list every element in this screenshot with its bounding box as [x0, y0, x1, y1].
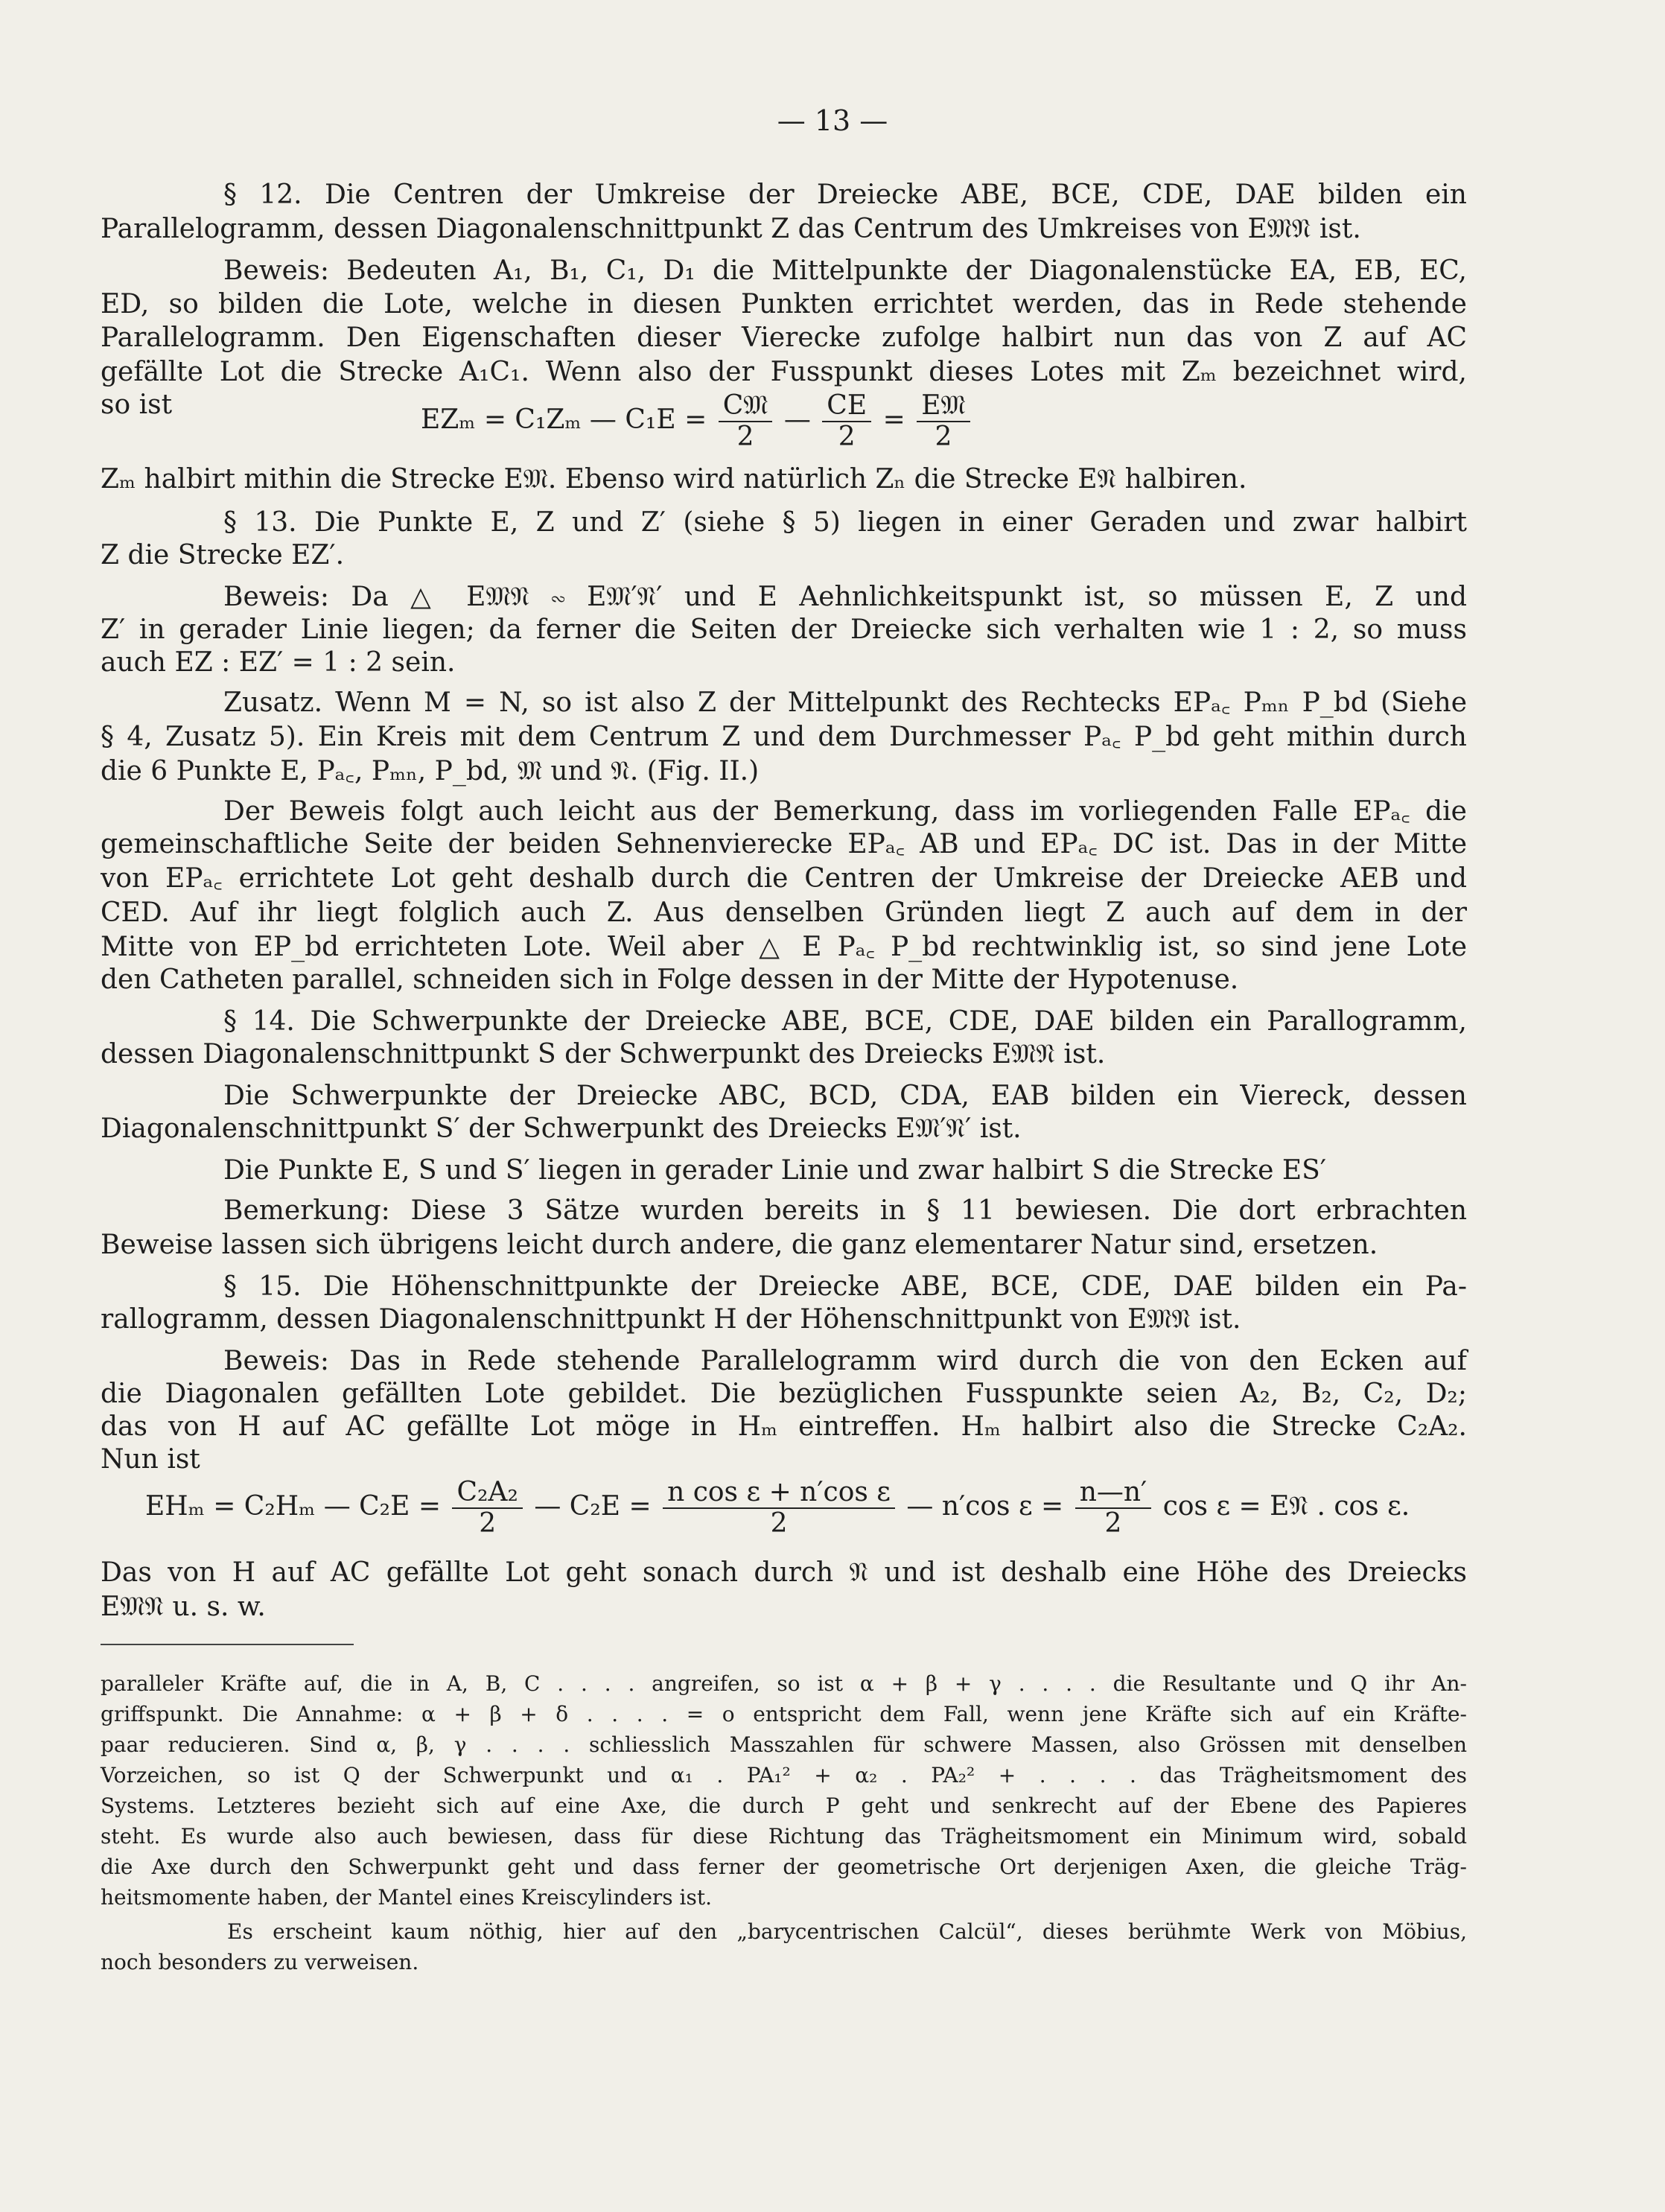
text-line: Parallelogramm. Den Eigenschaften dieser Vierecke zufolge halbirt nun das von Z auf AC	[101, 322, 1467, 353]
eq1-lhs: EZₘ = C₁Zₘ — C₁E =	[421, 404, 707, 435]
text-line: Beweise lassen sich übrigens leicht durch andere, die ganz elementarer Natur sind, ersetzen.	[101, 1230, 1378, 1260]
eq1-frac1-num: C𝔐	[719, 391, 773, 422]
text-line: Bemerkung: Diese 3 Sätze wurden bereits in § 11 bewiesen. Die dort erbrachten	[223, 1195, 1467, 1226]
text-line: Diagonalenschnittpunkt S′ der Schwerpunkt des Dreiecks E𝔐′𝔑′ ist.	[101, 1113, 1022, 1144]
text-line: Beweis: Da △ E𝔐𝔑 ∾ E𝔐′𝔑′ und E Aehnlichkeitspunkt ist, so müssen E, Z und	[223, 582, 1467, 612]
text-line: CED. Auf ihr liegt folglich auch Z. Aus denselben Gründen liegt Z auch auf dem in der	[101, 897, 1467, 928]
eq1-frac1-den: 2	[736, 422, 754, 452]
text-line: Die Punkte E, S und S′ liegen in gerader Linie und zwar halbirt S die Strecke ES′	[223, 1155, 1326, 1186]
footnote-line: die Axe durch den Schwerpunkt geht und dass ferner der geometrische Ort derjenigen Axen, die gleiche Träg-	[101, 1855, 1467, 1879]
text-line: Zₘ halbirt mithin die Strecke E𝔐. Ebenso wird natürlich Zₙ die Strecke E𝔑 halbiren.	[101, 464, 1247, 495]
text-line: § 14. Die Schwerpunkte der Dreiecke ABE, BCE, CDE, DAE bilden ein Parallogramm,	[223, 1006, 1467, 1037]
equation-eh	[145, 1478, 1410, 1539]
text-line: Z die Strecke EZ′.	[101, 540, 345, 571]
equation-ez	[421, 391, 973, 452]
eq2-mid: — C₂E =	[534, 1491, 652, 1522]
text-line: Zusatz. Wenn M = N, so ist also Z der Mittelpunkt des Rechtecks EPₐ꜀ Pₘₙ P_bd (Siehe	[223, 687, 1467, 718]
text-line: Der Beweis folgt auch leicht aus der Bemerkung, dass im vorliegenden Falle EPₐ꜀ die	[223, 796, 1467, 827]
text-line: § 15. Die Höhenschnittpunkte der Dreiecke ABE, BCE, CDE, DAE bilden ein Pa-	[223, 1271, 1467, 1302]
footnote-line: steht. Es wurde also auch bewiesen, dass für diese Richtung das Trägheitsmoment ein Minimum wird, sobald	[101, 1824, 1467, 1849]
page-number: — 13 —	[777, 104, 888, 137]
eq1-frac2-den: 2	[838, 422, 856, 452]
eq2-frac3-den: 2	[1104, 1508, 1122, 1539]
footnote-line: paralleler Kräfte auf, die in A, B, C . . . . angreifen, so ist α + β + γ . . . . die Resultante und Q ihr An-	[101, 1671, 1467, 1696]
text-line: so ist	[101, 390, 173, 420]
text-line: rallogramm, dessen Diagonalenschnittpunkt H der Höhenschnittpunkt von E𝔐𝔑 ist.	[101, 1304, 1241, 1335]
footnote-line: paar reducieren. Sind α, β, γ . . . . schliesslich Masszahlen für schwere Massen, also Grössen mit denselben	[101, 1732, 1467, 1757]
text-line: Beweis: Bedeuten A₁, B₁, C₁, D₁ die Mittelpunkte der Diagonalenstücke EA, EB, EC,	[223, 255, 1467, 286]
footnote-line: noch besonders zu verweisen.	[101, 1950, 419, 1974]
text-line: Das von H auf AC gefällte Lot geht sonach durch 𝔑 und ist deshalb eine Höhe des Dreiecks	[101, 1557, 1467, 1588]
text-line: die 6 Punkte E, Pₐ꜀, Pₘₙ, P_bd, 𝔐 und 𝔑. (Fig. II.)	[101, 756, 760, 786]
text-line: gemeinschaftliche Seite der beiden Sehnenvierecke EPₐ꜀ AB und EPₐ꜀ DC ist. Das in der Mitte	[101, 829, 1467, 859]
footnote-line: Es erscheint kaum nöthig, hier auf den „barycentrischen Calcül“, dieses berühmte Werk von Möbius,	[227, 1919, 1467, 1944]
text-line: den Catheten parallel, schneiden sich in Folge dessen in der Mitte der Hypotenuse.	[101, 964, 1239, 995]
eq1-frac2-num: CE	[822, 391, 871, 422]
footnote-line: Vorzeichen, so ist Q der Schwerpunkt und α₁ . PA₁² + α₂ . PA₂² + . . . . das Trägheitsmoment des	[101, 1763, 1467, 1787]
text-line: E𝔐𝔑 u. s. w.	[101, 1592, 266, 1622]
text-line: dessen Diagonalenschnittpunkt S der Schwerpunkt des Dreiecks E𝔐𝔑 ist.	[101, 1039, 1106, 1070]
text-line: gefällte Lot die Strecke A₁C₁. Wenn also der Fusspunkt dieses Lotes mit Zₘ bezeichnet wird,	[101, 357, 1467, 387]
eq2-mid2: — n′cos ε =	[906, 1491, 1064, 1522]
text-line: von EPₐ꜀ errichtete Lot geht deshalb durch die Centren der Umkreise der Dreiecke AEB und	[101, 863, 1467, 894]
eq1-frac3-den: 2	[935, 422, 952, 452]
eq1-minus: —	[783, 404, 811, 435]
text-line: Z′ in gerader Linie liegen; da ferner die Seiten der Dreiecke sich verhalten wie 1 : 2, so muss	[101, 614, 1467, 645]
footnote-rule	[101, 1644, 354, 1645]
text-line: § 4, Zusatz 5). Ein Kreis mit dem Centrum Z und dem Durchmesser Pₐ꜀ P_bd geht mithin durch	[101, 722, 1467, 752]
eq2-frac3-num: n—n′	[1075, 1478, 1152, 1509]
footnote-line: Systems. Letzteres bezieht sich auf eine Axe, die durch P geht und senkrecht auf der Ebene des Papieres	[101, 1793, 1467, 1818]
footnote-line: heitsmomente haben, der Mantel eines Kreiscylinders ist.	[101, 1885, 713, 1910]
text-line: ED, so bilden die Lote, welche in diesen Punkten errichtet werden, das in Rede stehende	[101, 289, 1467, 320]
eq2-lhs: EHₘ = C₂Hₘ — C₂E =	[145, 1491, 442, 1522]
text-line: das von H auf AC gefällte Lot möge in Hₘ eintreffen. Hₘ halbirt also die Strecke C₂A₂.	[101, 1411, 1467, 1442]
footnote-line: griffspunkt. Die Annahme: α + β + δ . . . . = o entspricht dem Fall, wenn jene Kräfte sich auf ein Kräfte-	[101, 1702, 1467, 1726]
eq1-equals: =	[882, 404, 905, 435]
text-line: die Diagonalen gefällten Lote gebildet. Die bezüglichen Fusspunkte seien A₂, B₂, C₂, D₂;	[101, 1379, 1467, 1409]
eq2-frac1-den: 2	[479, 1508, 497, 1539]
eq2-frac2-num: n cos ε + n′cos ε	[663, 1478, 895, 1509]
text-line: Beweis: Das in Rede stehende Parallelogramm wird durch die von den Ecken auf	[223, 1346, 1467, 1376]
text-line: auch EZ : EZ′ = 1 : 2 sein.	[101, 647, 456, 678]
text-line: § 12. Die Centren der Umkreise der Dreiecke ABE, BCE, CDE, DAE bilden ein	[223, 179, 1467, 210]
text-line: Parallelogramm, dessen Diagonalenschnittpunkt Z das Centrum des Umkreises von E𝔐𝔑 ist.	[101, 214, 1361, 244]
eq2-frac1-num: C₂A₂	[452, 1478, 522, 1509]
eq2-frac2-den: 2	[770, 1508, 788, 1539]
text-line: Nun ist	[101, 1444, 200, 1475]
eq2-tail: cos ε = E𝔑 . cos ε.	[1162, 1491, 1410, 1522]
text-line: § 13. Die Punkte E, Z und Z′ (siehe § 5) liegen in einer Geraden und zwar halbirt	[223, 507, 1467, 538]
eq1-frac3-num: E𝔐	[917, 391, 970, 422]
text-line: Die Schwerpunkte der Dreiecke ABC, BCD, CDA, EAB bilden ein Viereck, dessen	[223, 1081, 1467, 1111]
text-line: Mitte von EP_bd errichteten Lote. Weil aber △ E Pₐ꜀ P_bd rechtwinklig ist, so sind jene Lote	[101, 932, 1467, 962]
